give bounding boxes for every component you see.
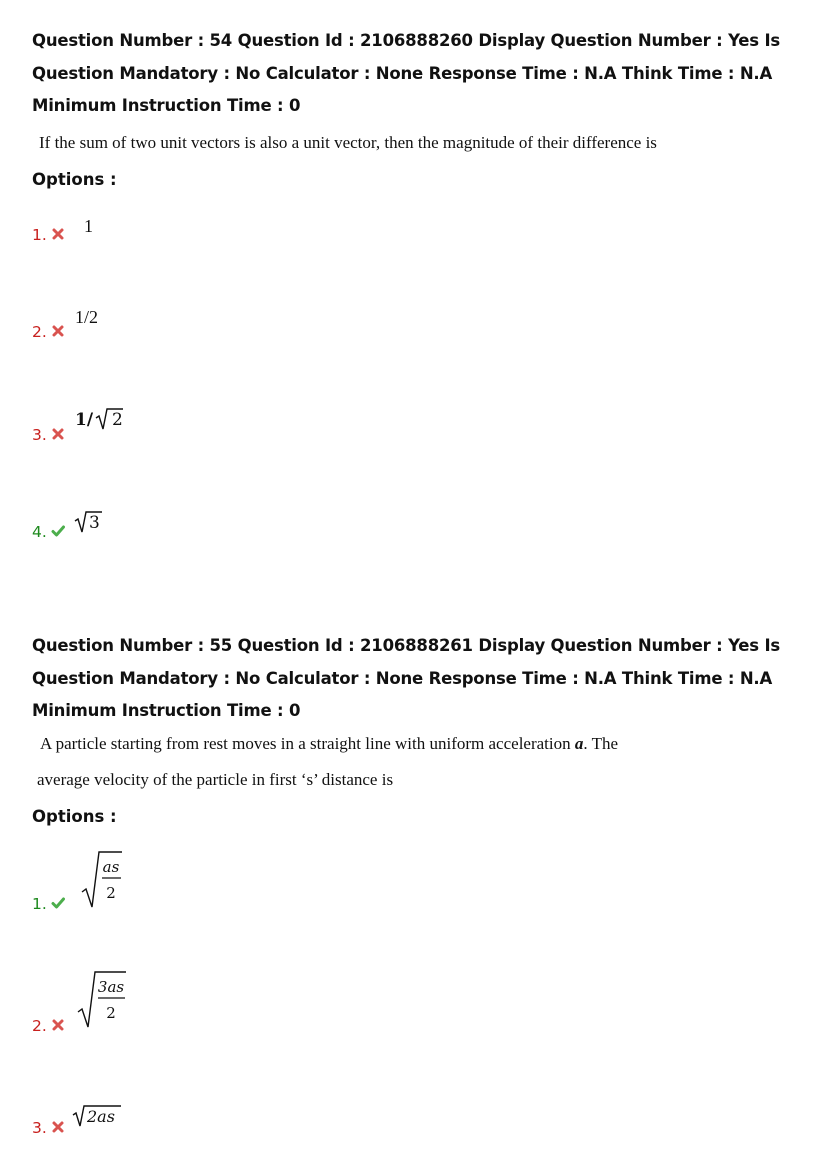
fraction-numerator: 3as (97, 978, 125, 996)
answer-prefix: 1/ (75, 410, 94, 430)
q55-option-1-answer (80, 850, 130, 910)
option-number: 2. (32, 323, 47, 341)
q55-meta: Question Number : 55 Question Id : 2106888261 Display Question Number : Yes Is Question Mandatory : No Calculator : None Response Time : N.A Think Time : N.A Minimum Instruction Time : 0 (32, 636, 781, 720)
fraction-denominator: 2 (106, 1004, 116, 1022)
q54-options-label: Options : (32, 170, 117, 189)
q54-meta: Question Number : 54 Question Id : 2106888260 Display Question Number : Yes Is Question Mandatory : No Calculator : None Response Time : N.A Think Time : N.A Minimum Instruction Time : 0 (32, 31, 781, 115)
check-icon (51, 896, 65, 910)
q54-option-3-answer (75, 405, 135, 433)
cross-icon (51, 427, 65, 441)
fraction-numerator: as (102, 858, 120, 876)
q54-question-text: If the sum of two unit vectors is also a unit vector, then the magnitude of their difference is (39, 133, 657, 152)
cross-icon (51, 1018, 65, 1032)
fraction-denominator: 2 (106, 884, 116, 902)
option-number: 3. (32, 426, 47, 444)
option-number: 3. (32, 1119, 47, 1137)
q55-options-label: Options : (32, 807, 117, 826)
answer-radicand: 3 (89, 513, 100, 533)
answer-radicand: 2as (87, 1107, 115, 1126)
q54-option-1-answer: 1 (84, 216, 93, 236)
q55-question-text-line1: A particle starting from rest moves in a straight line with uniform acceleration a. The (40, 734, 618, 753)
q55-option-2-answer (76, 970, 136, 1030)
q54-option-2-answer: 1/2 (75, 307, 99, 327)
cross-icon (51, 1120, 65, 1134)
q55-question-text-line2: average velocity of the particle in first ‘s’ distance is (37, 770, 394, 789)
cross-icon (51, 227, 65, 241)
option-number: 1. (32, 895, 47, 913)
option-number: 2. (32, 1017, 47, 1035)
acceleration-variable: a (574, 734, 584, 753)
option-number: 4. (32, 523, 47, 541)
option-number: 1. (32, 226, 47, 244)
q55-option-3-answer (73, 1102, 133, 1130)
answer-radicand: 2 (112, 410, 123, 430)
q54-option-4-answer (75, 508, 115, 536)
cross-icon (51, 324, 65, 338)
check-icon (51, 524, 65, 538)
